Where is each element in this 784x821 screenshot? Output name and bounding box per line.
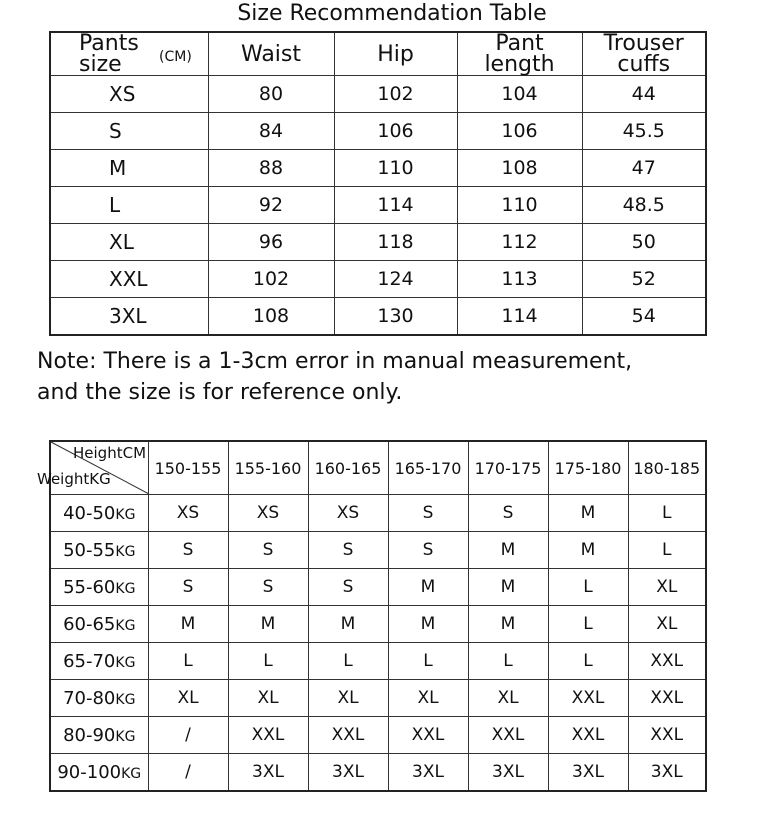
size-label: S: [50, 113, 208, 150]
note-line-2: and the size is for reference only.: [37, 380, 403, 405]
weight-row: [50, 717, 706, 754]
size-label: 3XL: [50, 298, 208, 336]
recommended-size-cell: L: [548, 643, 628, 680]
measurement-cell: 108: [208, 298, 334, 336]
weight-range-label: 65-70KG: [50, 643, 148, 680]
measurement-note: [37, 346, 727, 408]
recommended-size-cell: XL: [628, 569, 706, 606]
measurement-cell: 112: [457, 224, 582, 261]
measurement-cell: 52: [582, 261, 706, 298]
measurement-cell: 45.5: [582, 113, 706, 150]
measurement-cell: 106: [334, 113, 457, 150]
recommended-size-cell: M: [148, 606, 228, 643]
weight-axis-label: WeightKG: [37, 470, 111, 488]
size-table-body: [50, 76, 706, 336]
recommended-size-cell: XXL: [468, 717, 548, 754]
measurement-cell: 108: [457, 150, 582, 187]
recommended-size-cell: XXL: [548, 717, 628, 754]
measurement-cell: 114: [334, 187, 457, 224]
height-range-header: 150-155: [148, 441, 228, 495]
recommended-size-cell: L: [628, 532, 706, 569]
recommended-size-cell: XL: [228, 680, 308, 717]
measurement-cell: 88: [208, 150, 334, 187]
recommended-size-cell: XL: [148, 680, 228, 717]
size-label: XXL: [50, 261, 208, 298]
recommended-size-cell: XXL: [548, 680, 628, 717]
height-range-header: 175-180: [548, 441, 628, 495]
measurement-cell: 92: [208, 187, 334, 224]
recommended-size-cell: S: [388, 495, 468, 532]
measurement-cell: 48.5: [582, 187, 706, 224]
measurement-cell: 110: [457, 187, 582, 224]
recommended-size-cell: L: [308, 643, 388, 680]
recommended-size-cell: M: [468, 606, 548, 643]
page-title: Size Recommendation Table: [237, 1, 547, 26]
rec-table-corner: [37, 441, 148, 495]
recommended-size-cell: XL: [628, 606, 706, 643]
recommended-size-cell: 3XL: [308, 754, 388, 792]
recommended-size-cell: M: [388, 606, 468, 643]
recommended-size-cell: XXL: [628, 717, 706, 754]
size-table-header: [50, 32, 706, 76]
measurement-cell: 80: [208, 76, 334, 113]
recommended-size-cell: L: [548, 606, 628, 643]
recommended-size-cell: S: [148, 532, 228, 569]
measurement-cell: 84: [208, 113, 334, 150]
measurement-cell: 44: [582, 76, 706, 113]
height-range-header: 180-185: [628, 441, 706, 495]
recommended-size-cell: L: [468, 643, 548, 680]
measurement-cell: 47: [582, 150, 706, 187]
weight-range-label: 50-55KG: [50, 532, 148, 569]
col-header-waist: Waist: [208, 32, 334, 76]
recommended-size-cell: XXL: [388, 717, 468, 754]
size-row: [50, 187, 706, 224]
weight-range-label: 40-50KG: [50, 495, 148, 532]
recommended-size-cell: S: [228, 532, 308, 569]
recommended-size-cell: S: [308, 532, 388, 569]
measurement-cell: 118: [334, 224, 457, 261]
measurement-cell: 54: [582, 298, 706, 336]
recommended-size-cell: 3XL: [388, 754, 468, 792]
measurement-cell: 114: [457, 298, 582, 336]
measurement-cell: 130: [334, 298, 457, 336]
recommended-size-cell: XXL: [628, 643, 706, 680]
col-header-pant-length: Pant length: [457, 32, 582, 76]
weight-row: [50, 754, 706, 792]
weight-range-label: 55-60KG: [50, 569, 148, 606]
size-label: XL: [50, 224, 208, 261]
recommended-size-cell: XS: [228, 495, 308, 532]
weight-range-label: 60-65KG: [50, 606, 148, 643]
measurement-cell: 110: [334, 150, 457, 187]
size-row: [50, 298, 706, 336]
corner-unit: (CM): [159, 49, 192, 65]
weight-row: [50, 680, 706, 717]
weight-range-label: 70-80KG: [50, 680, 148, 717]
col-header-hip: Hip: [334, 32, 457, 76]
size-table: [49, 31, 707, 336]
size-row: [50, 150, 706, 187]
height-range-header: 160-165: [308, 441, 388, 495]
recommended-size-cell: M: [388, 569, 468, 606]
rec-table-header: [50, 441, 706, 495]
rec-table-body: [50, 495, 706, 792]
weight-row: [50, 569, 706, 606]
size-recommendation-table: [37, 440, 707, 792]
recommended-size-cell: XXL: [228, 717, 308, 754]
recommended-size-cell: S: [148, 569, 228, 606]
recommended-size-cell: M: [228, 606, 308, 643]
recommended-size-cell: S: [388, 532, 468, 569]
recommended-size-cell: XL: [388, 680, 468, 717]
recommended-size-cell: L: [548, 569, 628, 606]
recommended-size-cell: XXL: [308, 717, 388, 754]
height-range-header: 170-175: [468, 441, 548, 495]
recommended-size-cell: XL: [468, 680, 548, 717]
recommended-size-cell: L: [628, 495, 706, 532]
size-label: M: [50, 150, 208, 187]
size-row: [50, 113, 706, 150]
recommended-size-cell: L: [388, 643, 468, 680]
measurement-cell: 104: [457, 76, 582, 113]
recommended-size-cell: 3XL: [228, 754, 308, 792]
size-row: [50, 224, 706, 261]
recommended-size-cell: M: [468, 569, 548, 606]
recommended-size-cell: M: [548, 495, 628, 532]
weight-range-label: 90-100KG: [50, 754, 148, 792]
size-table-corner: [50, 32, 208, 76]
weight-row: [50, 643, 706, 680]
recommended-size-cell: XS: [148, 495, 228, 532]
size-row: [50, 76, 706, 113]
col-header-trouser-cuffs: Trouser cuffs: [582, 32, 706, 76]
measurement-cell: 96: [208, 224, 334, 261]
measurement-cell: 124: [334, 261, 457, 298]
measurement-cell: 106: [457, 113, 582, 150]
recommended-size-cell: /: [148, 754, 228, 792]
weight-row: [50, 495, 706, 532]
recommended-size-cell: /: [148, 717, 228, 754]
corner-label: Pants size: [79, 31, 139, 77]
recommended-size-cell: M: [308, 606, 388, 643]
measurement-cell: 102: [208, 261, 334, 298]
recommended-size-cell: XS: [308, 495, 388, 532]
height-range-header: 165-170: [388, 441, 468, 495]
size-label: L: [50, 187, 208, 224]
height-axis-label: HeightCM: [73, 444, 147, 462]
weight-row: [50, 606, 706, 643]
measurement-cell: 113: [457, 261, 582, 298]
height-range-header: 155-160: [228, 441, 308, 495]
recommended-size-cell: S: [228, 569, 308, 606]
recommended-size-cell: 3XL: [628, 754, 706, 792]
size-row: [50, 261, 706, 298]
recommended-size-cell: L: [228, 643, 308, 680]
recommended-size-cell: XXL: [628, 680, 706, 717]
recommended-size-cell: M: [548, 532, 628, 569]
recommended-size-cell: 3XL: [468, 754, 548, 792]
measurement-cell: 102: [334, 76, 457, 113]
recommended-size-cell: XL: [308, 680, 388, 717]
recommended-size-cell: 3XL: [548, 754, 628, 792]
weight-row: [50, 532, 706, 569]
measurement-cell: 50: [582, 224, 706, 261]
recommended-size-cell: M: [468, 532, 548, 569]
size-label: XS: [50, 76, 208, 113]
note-line-1: Note: There is a 1-3cm error in manual measurement,: [37, 349, 633, 374]
weight-range-label: 80-90KG: [50, 717, 148, 754]
recommended-size-cell: S: [308, 569, 388, 606]
recommended-size-cell: L: [148, 643, 228, 680]
recommended-size-cell: S: [468, 495, 548, 532]
